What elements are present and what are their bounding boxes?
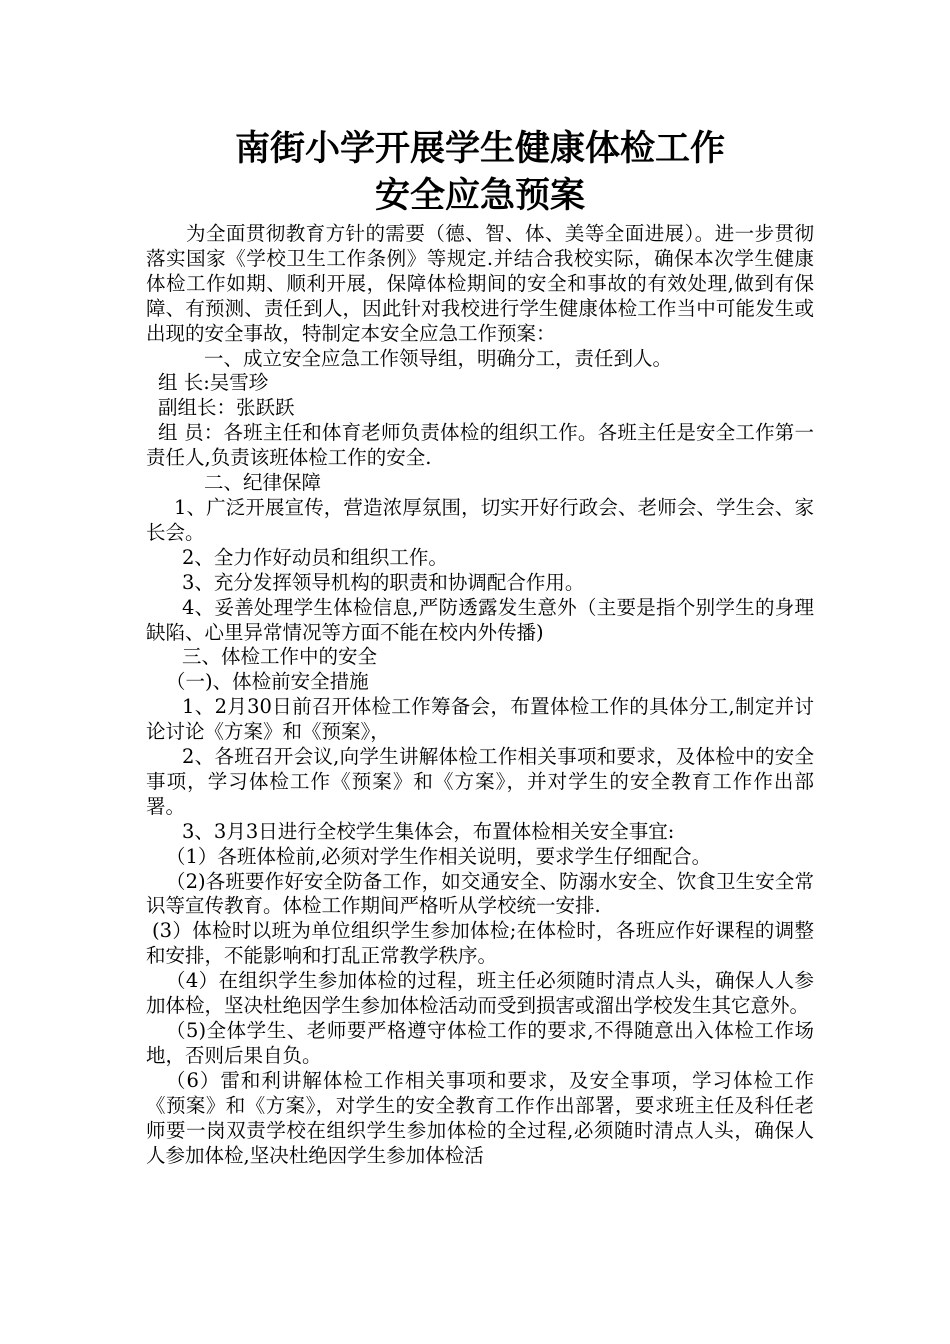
pre-check-subitem-1: （1）各班体检前,必须对学生作相关说明，要求学生仔细配合。 [166, 844, 712, 868]
intro-paragraph: 为全面贯彻教育方针的需要（德、智、体、美等全面进展）。进一步贯彻落实国家《学校卫生工作条例》等规定.并结合我校实际，确保本次学生健康体检工作如期、顺利开展，保障体检期间的安全和事故的有效处理,做到有保障、有预测、责任到人，因此针对我校进行学生健康体检工作当中可能发生或出现的安全事故，特制定本安全应急工作预案： [146, 222, 814, 345]
leader-line: 组 长:吴雪珍 [158, 371, 269, 395]
pre-check-subitem-2: （2)各班要作好安全防备工作，如交通安全、防溺水安全、饮食卫生安全常识等宣传教育。体检工作期间严格听从学校统一安排. [146, 869, 814, 918]
title-line-1: 南街小学开展学生健康体检工作 [234, 129, 725, 169]
discipline-item-4: 4、妥善处理学生体检信息,严防透露发生意外（主要是指个别学生的身理缺陷、心里异常情况等方面不能在校内外传播) [146, 595, 814, 644]
document-body [146, 222, 814, 1168]
pre-check-item-2: 2、各班召开会议,向学生讲解体检工作相关事项和要求，及体检中的安全事项，学习体检工作《预案》和《方案》，并对学生的安全教育工作作出部署。 [146, 745, 814, 818]
discipline-item-3: 3、充分发挥领导机构的职责和协调配合作用。 [182, 570, 585, 594]
section-heading-2: 二、纪律保障 [204, 471, 322, 495]
pre-check-subitem-4: （4）在组织学生参加体检的过程，班主任必须随时清点人头，确保人人参加体检，坚决杜绝因学生参加体检活动而受到损害或溜出学校发生其它意外。 [146, 969, 814, 1018]
pre-check-subitem-3: (3）体检时以班为单位组织学生参加体检;在体检时，各班应作好课程的调整和安排，不能影响和打乱正常教学秩序。 [146, 919, 814, 968]
title-line-2: 安全应急预案 [374, 176, 585, 216]
document-page [146, 126, 814, 1168]
pre-check-subitem-6: （6）雷和利讲解体检工作相关事项和要求，及安全事项，学习体检工作《预案》和《方案》，对学生的安全教育工作作出部署，要求班主任及科任老师要一岗双责学校在组织学生参加体检的全过程,必须随时清点人头，确保人人参加体检,坚决杜绝因学生参加体检活 [146, 1068, 814, 1167]
pre-check-item-3: 3、3月3日进行全校学生集体会，布置体检相关安全事宜: [182, 819, 675, 843]
discipline-item-1: 1、广泛开展宣传，营造浓厚氛围，切实开好行政会、老师会、学生会、家长会。 [146, 495, 814, 544]
deputy-leader-line: 副组长：张跃跃 [158, 396, 295, 420]
document-title [146, 126, 814, 220]
members-paragraph: 组 员：各班主任和体育老师负责体检的组织工作。各班主任是安全工作第一责任人,负责该班体检工作的安全. [146, 421, 814, 470]
discipline-item-2: 2、全力作好动员和组织工作。 [182, 545, 448, 569]
subsection-heading-1: （一)、体检前安全措施 [166, 670, 369, 694]
section-heading-1: 一、成立安全应急工作领导组，明确分工，责任到人。 [204, 346, 673, 370]
pre-check-item-1: 1、2月30日前召开体检工作筹备会，布置体检工作的具体分工,制定并讨论讨论《方案》和《预案》， [146, 695, 814, 744]
section-heading-3: 三、体检工作中的安全 [182, 645, 378, 669]
pre-check-subitem-5: （5)全体学生、老师要严格遵守体检工作的要求,不得随意出入体检工作场地，否则后果自负。 [146, 1019, 814, 1067]
